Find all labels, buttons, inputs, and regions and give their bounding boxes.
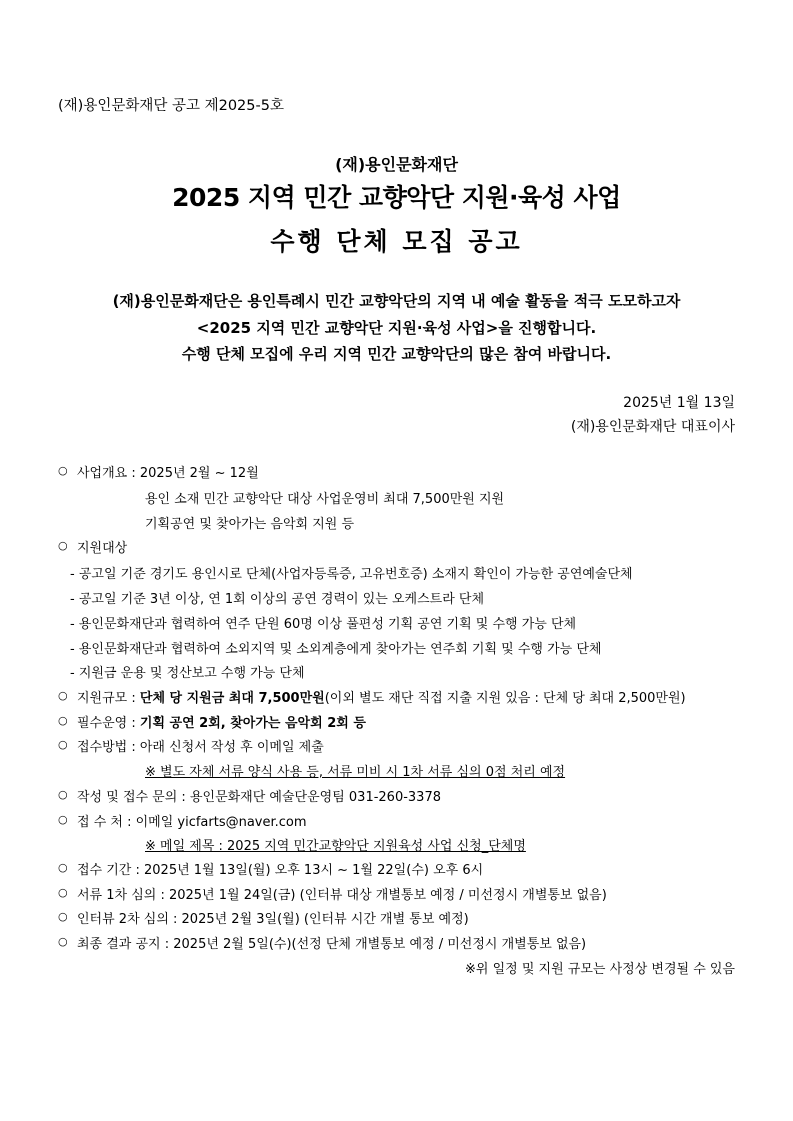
bullet-icon: ○ bbox=[58, 689, 68, 702]
overview-label: 사업개요 : bbox=[77, 466, 140, 481]
support-scale-extra: (이외 별도 재단 직접 지출 지원 있음 : 단체 당 최대 2,500만원) bbox=[324, 691, 686, 706]
intro-line-1: (재)용인문화재단은 용인특례시 민간 교향악단의 지역 내 예술 활동을 적극 도모하고자 bbox=[112, 292, 681, 310]
signatory: (재)용인문화재단 대표이사 bbox=[570, 419, 735, 435]
required-detail: 기획 공연 2회, 찾아가는 음악회 2회 등 bbox=[139, 716, 366, 731]
organization-name: (재)용인문화재단 bbox=[335, 155, 458, 174]
eligibility-item: - 용인문화재단과 협력하여 연주 단원 60명 이상 풀편성 기획 공연 기획 및 수행 가능 단체 bbox=[70, 617, 577, 632]
bullet-icon: ○ bbox=[58, 861, 68, 874]
required-label: 필수운영 : bbox=[77, 716, 140, 731]
bullet-icon: ○ bbox=[58, 788, 68, 801]
schedule-item: 최종 결과 공지 : 2025년 2월 5일(수)(선정 단체 개별통보 예정 / 미선정시 개별통보 없음) bbox=[77, 937, 587, 952]
overview-line bbox=[77, 462, 259, 481]
submission-method-note: ※ 별도 자체 서류 양식 사용 등, 서류 미비 시 1차 서류 심의 0점 처리 예정 bbox=[145, 765, 566, 780]
support-scale-label: 지원규모 : bbox=[77, 691, 140, 706]
announcement-number: (재)용인문화재단 공고 제2025-5호 bbox=[58, 98, 284, 114]
support-scale-amount: 단체 당 지원금 최대 7,500만원 bbox=[139, 691, 325, 706]
bullet-icon: ○ bbox=[58, 910, 68, 923]
announcement-date: 2025년 1월 13일 bbox=[623, 395, 735, 411]
email-subject-note: ※ 메일 제목 : 2025 지역 민간교향악단 지원육성 사업 신청_단체명 bbox=[145, 839, 526, 854]
inquiry-contact: 작성 및 접수 문의 : 용인문화재단 예술단운영팀 031-260-3378 bbox=[77, 790, 442, 805]
bullet-icon: ○ bbox=[58, 886, 68, 899]
eligibility-item: - 용인문화재단과 협력하여 소외지역 및 소외계층에게 찾아가는 연주회 기획 및 수행 가능 단체 bbox=[70, 642, 602, 657]
support-scale bbox=[77, 687, 686, 706]
overview-detail-1: 용인 소재 민간 교향악단 대상 사업운영비 최대 7,500만원 지원 bbox=[145, 492, 505, 507]
bullet-icon: ○ bbox=[58, 539, 68, 552]
schedule-item: 인터뷰 2차 심의 : 2025년 2월 3일(월) (인터뷰 시간 개별 통보 예정) bbox=[77, 912, 469, 927]
footnote: ※위 일정 및 지원 규모는 사정상 변경될 수 있음 bbox=[465, 962, 735, 977]
bullet-icon: ○ bbox=[58, 813, 68, 826]
overview-detail-2: 기획공연 및 찾아가는 음악회 지원 등 bbox=[145, 517, 355, 532]
eligibility-item: - 지원금 운용 및 정산보고 수행 가능 단체 bbox=[70, 666, 305, 681]
bullet-icon: ○ bbox=[58, 935, 68, 948]
schedule-item: 접수 기간 : 2025년 1월 13일(월) 오후 13시 ~ 1월 22일(수) 오후 6시 bbox=[77, 863, 484, 878]
required-operation bbox=[77, 712, 366, 731]
page-title: 2025 지역 민간 교향악단 지원·육성 사업 bbox=[172, 183, 621, 212]
bullet-icon: ○ bbox=[58, 738, 68, 751]
submission-method: 접수방법 : 아래 신청서 작성 후 이메일 제출 bbox=[77, 740, 324, 755]
intro-line-3: 수행 단체 모집에 우리 지역 민간 교향악단의 많은 참여 바랍니다. bbox=[181, 345, 612, 363]
intro-line-2: <2025 지역 민간 교향악단 지원·육성 사업>을 진행합니다. bbox=[196, 319, 597, 337]
submission-email[interactable]: yicfarts@naver.com bbox=[177, 815, 307, 830]
submission-place bbox=[77, 811, 307, 830]
overview-period: 2025년 2월 ~ 12월 bbox=[139, 466, 259, 481]
eligibility-item: - 공고일 기준 3년 이상, 연 1회 이상의 공연 경력이 있는 오케스트라 단체 bbox=[70, 592, 485, 607]
page-subtitle: 수행 단체 모집 공고 bbox=[270, 227, 523, 256]
bullet-icon: ○ bbox=[58, 714, 68, 727]
schedule-item: 서류 1차 심의 : 2025년 1월 24일(금) (인터뷰 대상 개별통보 예정 / 미선정시 개별통보 없음) bbox=[77, 888, 607, 903]
submission-place-label: 접 수 처 : 이메일 bbox=[77, 815, 178, 830]
eligibility-item: - 공고일 기준 경기도 용인시로 단체(사업자등록증, 고유번호증) 소재지 확인이 가능한 공연예술단체 bbox=[70, 567, 633, 582]
eligibility-label: 지원대상 bbox=[77, 541, 128, 556]
bullet-icon: ○ bbox=[58, 464, 68, 477]
